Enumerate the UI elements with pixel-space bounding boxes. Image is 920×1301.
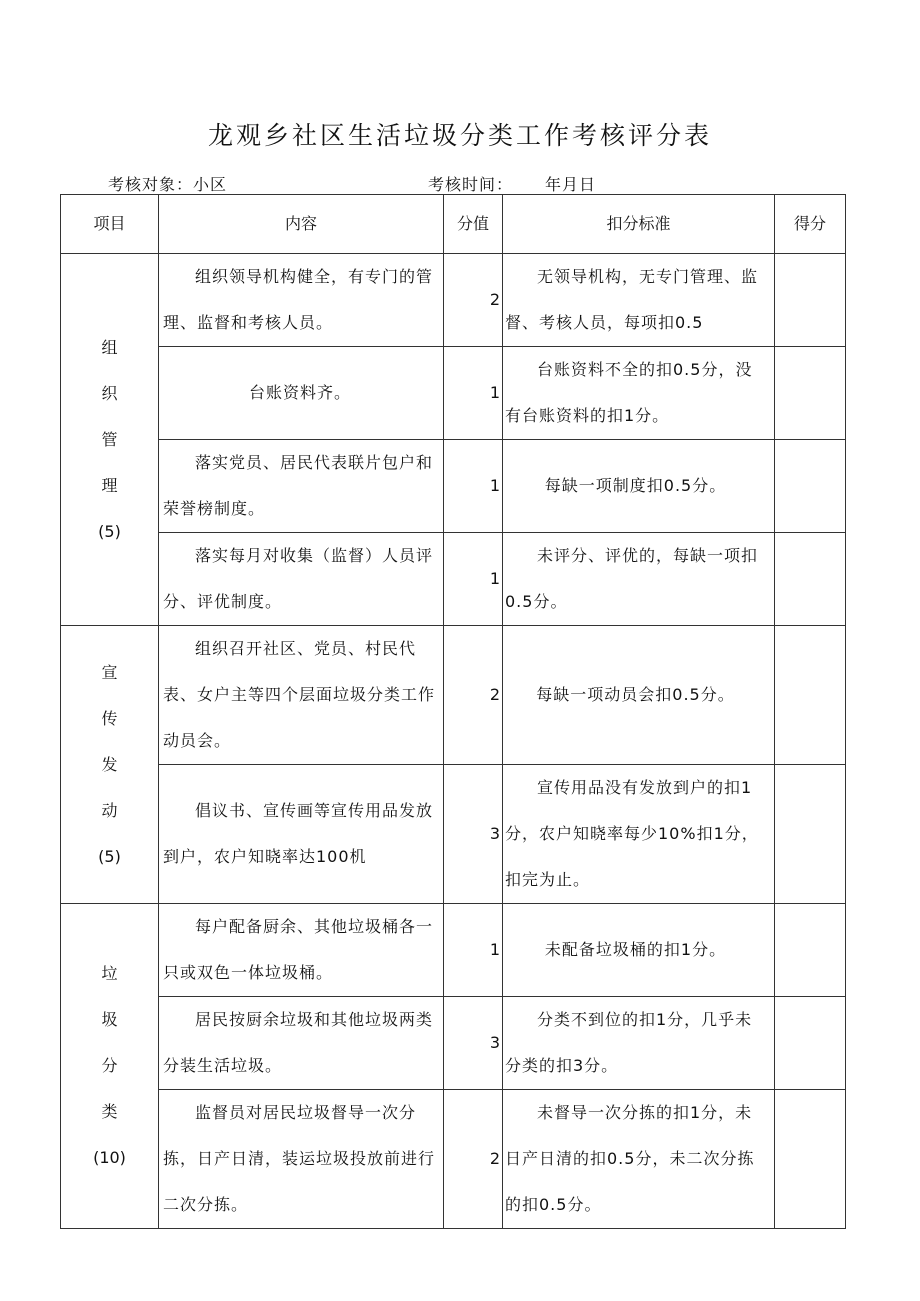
table-row: [61, 1090, 846, 1229]
content-cell: 组织领导机构健全，有专门的管理、监督和考核人员。: [159, 254, 444, 347]
table-row: [61, 904, 846, 997]
got-cell[interactable]: [775, 765, 846, 904]
content-cell: 倡议书、宣传画等宣传用品发放到户，农户知晓率达100机: [159, 765, 444, 904]
category-char: (10): [93, 1148, 126, 1167]
score-cell: 1: [444, 347, 503, 440]
deduct-cell: 每缺一项制度扣0.5分。: [503, 440, 775, 533]
got-cell[interactable]: [775, 1090, 846, 1229]
page-title: 龙观乡社区生活垃圾分类工作考核评分表: [207, 121, 712, 150]
got-cell[interactable]: [775, 347, 846, 440]
content-cell: 居民按厨余垃圾和其他垃圾两类分装生活垃圾。: [159, 997, 444, 1090]
header-deduct: 扣分标准: [503, 195, 775, 254]
category-char: 传: [101, 708, 118, 728]
score-cell: 1: [444, 440, 503, 533]
deduct-cell: 未督导一次分拣的扣1分，未日产日清的扣0.5分，未二次分拣的扣0.5分。: [503, 1090, 775, 1229]
category-char: 动: [101, 800, 118, 820]
header-got: 得分: [775, 195, 846, 254]
category-char: 宣: [101, 662, 118, 682]
table-row: [61, 347, 846, 440]
content-cell: 落实每月对收集（监督）人员评分、评优制度。: [159, 533, 444, 626]
table-header-row: [61, 195, 846, 254]
category-char: (5): [98, 846, 121, 866]
deduct-cell: 每缺一项动员会扣0.5分。: [503, 626, 775, 765]
content-cell: 落实党员、居民代表联片包户和荣誉榜制度。: [159, 440, 444, 533]
score-cell: 1: [444, 904, 503, 997]
got-cell[interactable]: [775, 254, 846, 347]
category-char: 发: [101, 754, 118, 774]
scoring-table: [60, 194, 846, 1229]
table-row: [61, 254, 846, 347]
content-cell: 组织召开社区、党员、村民代表、女户主等四个层面垃圾分类工作动员会。: [159, 626, 444, 765]
table-row: [61, 533, 846, 626]
content-cell: 每户配备厨余、其他垃圾桶各一只或双色一体垃圾桶。: [159, 904, 444, 997]
deduct-cell: 分类不到位的扣1分，几乎未分类的扣3分。: [503, 997, 775, 1090]
category-char: 分: [101, 1056, 118, 1075]
header-content: 内容: [159, 195, 444, 254]
table-row: [61, 997, 846, 1090]
deduct-cell: 无领导机构，无专门管理、监督、考核人员，每项扣0.5: [503, 254, 775, 347]
content-cell: 台账资料齐。: [159, 347, 444, 440]
assessment-time-label: 考核时间：: [428, 175, 514, 194]
category-char: (5): [98, 521, 121, 541]
content-cell: 监督员对居民垃圾督导一次分拣，日产日清，装运垃圾投放前进行二次分拣。: [159, 1090, 444, 1229]
header-item: 项目: [61, 195, 159, 254]
got-cell[interactable]: [775, 997, 846, 1090]
score-cell: 2: [444, 254, 503, 347]
got-cell[interactable]: [775, 533, 846, 626]
category-cell: [61, 626, 159, 904]
table-row: [61, 440, 846, 533]
deduct-cell: 台账资料不全的扣0.5分，没有台账资料的扣1分。: [503, 347, 775, 440]
category-char: 管: [101, 429, 118, 449]
category-char: 圾: [101, 1010, 118, 1029]
score-cell: 1: [444, 533, 503, 626]
got-cell[interactable]: [775, 904, 846, 997]
category-char: 垃: [101, 964, 118, 983]
score-cell: 2: [444, 1090, 503, 1229]
category-cell: [61, 904, 159, 1229]
deduct-cell: 未配备垃圾桶的扣1分。: [503, 904, 775, 997]
score-cell: 2: [444, 626, 503, 765]
assessment-date-label: 年月日: [545, 175, 597, 194]
score-cell: 3: [444, 997, 503, 1090]
category-char: 理: [101, 475, 118, 495]
deduct-cell: 宣传用品没有发放到户的扣1分，农户知晓率每少10%扣1分，扣完为止。: [503, 765, 775, 904]
table-row: [61, 626, 846, 765]
deduct-cell: 未评分、评优的，每缺一项扣0.5分。: [503, 533, 775, 626]
assessment-time: [428, 172, 596, 195]
assessment-target: 考核对象：小区: [108, 175, 228, 194]
got-cell[interactable]: [775, 626, 846, 765]
table-row: [61, 765, 846, 904]
category-char: 组: [101, 337, 118, 357]
header-score: 分值: [444, 195, 503, 254]
score-cell: 3: [444, 765, 503, 904]
category-char: 类: [101, 1102, 118, 1121]
category-cell: [61, 254, 159, 626]
category-char: 织: [101, 383, 118, 403]
got-cell[interactable]: [775, 440, 846, 533]
